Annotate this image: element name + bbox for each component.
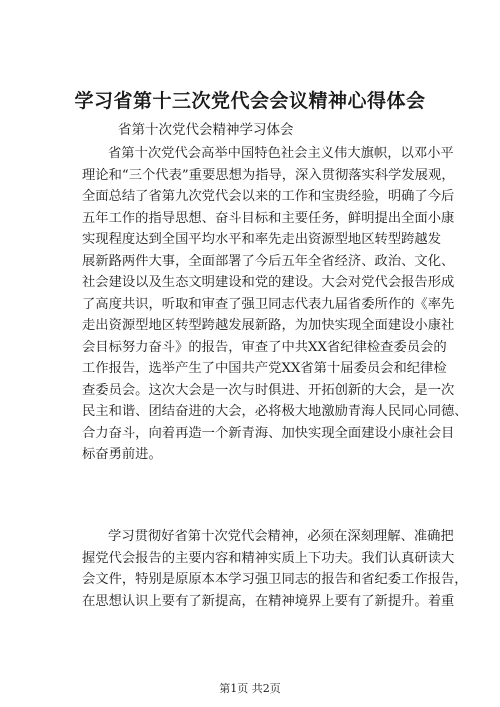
paragraph-line: 了高度共识，听取和审查了强卫同志代表九届省委所作的《率先 [82,296,455,312]
paragraph-line: 会目标努力奋斗》的报告，审查了中共XX省纪律检查委员会的 [82,339,447,355]
paragraph-line: 标奋勇前进。 [82,447,162,462]
paragraph-line: 民主和谐、团结奋进的大会，必将极大地激励青海人民同心同德、 [82,404,468,419]
paragraph-line: 走出资源型地区转型跨越发展新路，为加快实现全面建设小康社 [82,318,455,333]
paragraph-line: 理论和“三个代表”重要思想为指导，深入贯彻落实科学发展观， [82,167,455,183]
page-footer: 第1页 共2页 [219,682,281,695]
paragraph-line: 展新路两件大事，全面部署了今后五年全省经济、政治、文化、 [82,253,455,269]
paragraph-line: 五年工作的指导思想、奋斗目标和主要任务，鲜明提出全面小康 [82,210,455,226]
paragraph-line: 握党代会报告的主要内容和精神实质上下功夫。我们认真研读大 [82,550,455,566]
document-title: 学习省第十三次党代会会议精神心得体会 [74,90,426,112]
document-subtitle: 省第十次党代会精神学习体会 [118,122,294,138]
paragraph-line: 社会建设以及生态文明建设和党的建设。大会对党代会报告形成 [82,275,455,290]
paragraph-line: 实现程度达到全国平均水平和率先走出资源型地区转型跨越发 [82,232,442,247]
paragraph-line: 查委员会。这次大会是一次与时俱进、开拓创新的大会，是一次 [82,382,455,398]
paragraph-line: 学习贯彻好省第十次党代会精神，必须在深刻理解、准确把 [108,529,454,544]
paragraph-line: 会文件，特别是原原本本学习强卫同志的报告和省纪委工作报告， [82,572,468,587]
paragraph-line: 工作报告，选举产生了中国共产党XX省第十届委员会和纪律检 [82,361,447,376]
paragraph-1 [82,143,468,466]
paragraph-line: 全面总结了省第九次党代会以来的工作和宝贵经验，明确了今后 [82,189,455,204]
paragraph-2 [82,526,468,612]
paragraph-line: 合力奋斗，向着再造一个新青海、加快实现全面建设小康社会目 [82,425,455,441]
paragraph-line: 省第十次党代会高举中国特色社会主义伟大旗帜，以邓小平 [108,146,454,161]
paragraph-line: 在思想认识上要有了新提高，在精神境界上要有了新提升。着重 [82,593,455,609]
